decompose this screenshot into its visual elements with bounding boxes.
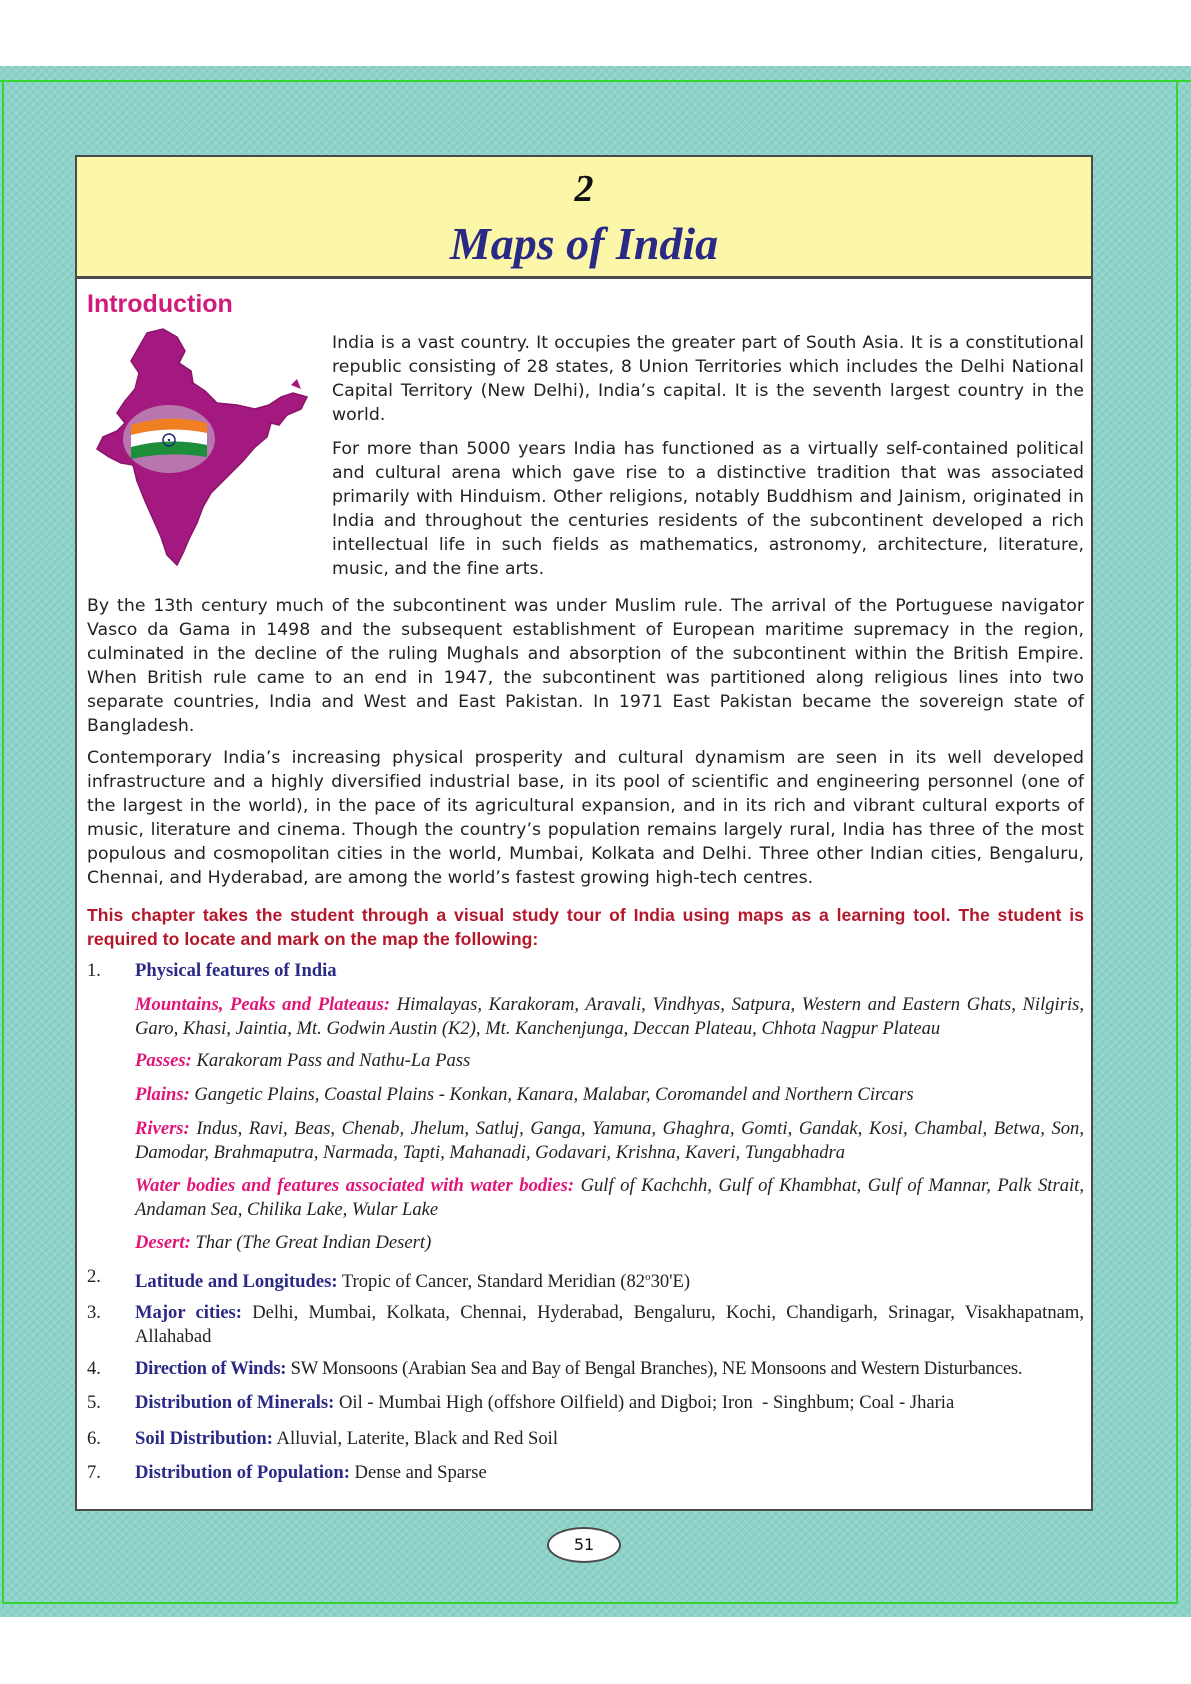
list-heading: Major cities: bbox=[135, 1302, 242, 1323]
sub-list-item bbox=[135, 1083, 1084, 1107]
list-text: Dense and Sparse bbox=[349, 1462, 487, 1483]
list-text: Alluvial, Laterite, Black and Red Soil bbox=[272, 1428, 558, 1449]
sub-text: Indus, Ravi, Beas, Chenab, Jhelum, Satluj, Ganga, Yamuna, Ghaghra, Gomti, Gandak, Kosi, Chambal, Betwa, Son, Damodar, Brahmaputra, Narmada, Tapti, Mahanadi, Godavari, Krishna, Kaveri, Tungabhadra bbox=[135, 1118, 1084, 1163]
sub-list-item bbox=[135, 1231, 1084, 1255]
sub-text: Gulf of Kachchh, Gulf of Khambhat, Gulf of Mannar, Palk Strait, Andaman Sea, Chilika Lake, Wular Lake bbox=[135, 1175, 1084, 1220]
list-text-continued: 30'E) bbox=[650, 1271, 691, 1293]
section-heading: Introduction bbox=[87, 290, 233, 318]
sub-label: Water bodies and features associated with water bodies: bbox=[135, 1175, 575, 1196]
sub-label: Mountains, Peaks and Plateaus: bbox=[135, 994, 391, 1015]
list-text: Oil - Mumbai High (offshore Oilfield) and Digboi; Iron - Singhbum; Coal - Jharia bbox=[334, 1392, 955, 1413]
list-heading: Direction of Winds: bbox=[135, 1358, 287, 1379]
list-heading: Distribution of Population: bbox=[135, 1462, 350, 1483]
sub-text: Thar (The Great Indian Desert) bbox=[190, 1232, 432, 1253]
degree-mark: o bbox=[645, 1271, 651, 1283]
sub-label: Plains: bbox=[135, 1084, 190, 1105]
list-heading: Distribution of Minerals: bbox=[135, 1392, 335, 1413]
list-number: 6. bbox=[87, 1428, 101, 1449]
intro-paragraph-1: India is a vast country. It occupies the greater part of South Asia. It is a constitutional republic consisting of 28 states, 8 Union Territories which includes the Delhi National Capital Territory (New Delhi), India’s capital. It is the seventh largest country in the world. bbox=[332, 333, 1084, 425]
sub-label: Rivers: bbox=[135, 1118, 190, 1139]
content-card bbox=[75, 155, 1093, 1511]
list-heading: Latitude and Longitudes: bbox=[135, 1271, 338, 1293]
list-number: 7. bbox=[87, 1462, 101, 1483]
sub-list-item bbox=[135, 1174, 1084, 1222]
chapter-title: Maps of India bbox=[449, 218, 719, 269]
sub-list-item bbox=[135, 1117, 1084, 1165]
chapter-title-box bbox=[77, 157, 1091, 279]
flag-brush-graphic bbox=[123, 405, 215, 473]
sub-list-item bbox=[135, 1049, 1084, 1073]
sub-list-item bbox=[135, 993, 1084, 1041]
sub-label: Passes: bbox=[135, 1050, 192, 1071]
list-number: 2. bbox=[87, 1266, 101, 1287]
list-number: 4. bbox=[87, 1358, 101, 1379]
india-map-flag-image bbox=[87, 327, 319, 567]
list-heading: Soil Distribution: bbox=[135, 1428, 273, 1449]
list-number: 1. bbox=[87, 960, 101, 981]
chapter-number: 2 bbox=[574, 168, 594, 210]
list-number: 5. bbox=[87, 1392, 101, 1413]
chapter-objective-highlight: This chapter takes the student through a visual study tour of India using maps as a learning tool. The student is required to locate and mark on the map the following: bbox=[87, 905, 1084, 949]
list-text: Delhi, Mumbai, Kolkata, Chennai, Hyderabad, Bengaluru, Kochi, Chandigarh, Srinagar, Visakhapatnam, Allahabad bbox=[135, 1302, 1084, 1347]
page-number: 51 bbox=[547, 1527, 621, 1563]
list-text: Tropic of Cancer, Standard Meridian (82 bbox=[337, 1271, 646, 1293]
intro-paragraph-4: Contemporary India’s increasing physical prosperity and cultural dynamism are seen in its well developed infrastructure and a highly diversified industrial base, in its pool of scientific and engineering personnel (one of the largest in the world), in the pace of its agricultural expansion, and in its rich and vibrant cultural exports of music, literature and cinema. Though the country’s population remains largely rural, India has three of the most populous and cosmopolitan cities in the world, Mumbai, Kolkata and Delhi. Three other Indian cities, Bengaluru, Chennai, and Hyderabad, are among the world’s fastest growing high-tech centres. bbox=[87, 748, 1084, 888]
list-number: 3. bbox=[87, 1302, 101, 1323]
list-text: SW Monsoons (Arabian Sea and Bay of Bengal Branches), NE Monsoons and Western Disturbances. bbox=[286, 1358, 1023, 1379]
sub-text: Gangetic Plains, Coastal Plains - Konkan, Kanara, Malabar, Coromandel and Northern Circars bbox=[189, 1084, 914, 1105]
sub-label: Desert: bbox=[135, 1232, 191, 1253]
intro-paragraph-2: For more than 5000 years India has functioned as a virtually self-contained political and cultural arena which gave rise to a distinctive tradition that was associated primarily with Hinduism. Other religions, notably Buddhism and Jainism, originated in India and throughout the centuries residents of the subcontinent developed a rich intellectual life in such fields as mathematics, astronomy, architecture, literature, music, and the fine arts. bbox=[332, 439, 1084, 579]
list-heading: Physical features of India bbox=[135, 960, 337, 981]
sub-text: Himalayas, Karakoram, Aravali, Vindhyas, Satpura, Western and Eastern Ghats, Nilgiris, Garo, Khasi, Jaintia, Mt. Godwin Austin (K2), Mt. Kanchenjunga, Deccan Plateau, Chhota Nagpur Plateau bbox=[135, 994, 1085, 1039]
sub-text: Karakoram Pass and Nathu-La Pass bbox=[191, 1050, 471, 1071]
intro-paragraph-3: By the 13th century much of the subcontinent was under Muslim rule. The arrival of the Portuguese navigator Vasco da Gama in 1498 and the subsequent establishment of European maritime supremacy in the region, culminated in the decline of the ruling Mughals and absorption of the subcontinent within the British Empire. When British rule came to an end in 1947, the subcontinent was partitioned along religious lines into two separate countries, India and West and East Pakistan. In 1971 East Pakistan became the sovereign state of Bangladesh. bbox=[87, 596, 1084, 736]
